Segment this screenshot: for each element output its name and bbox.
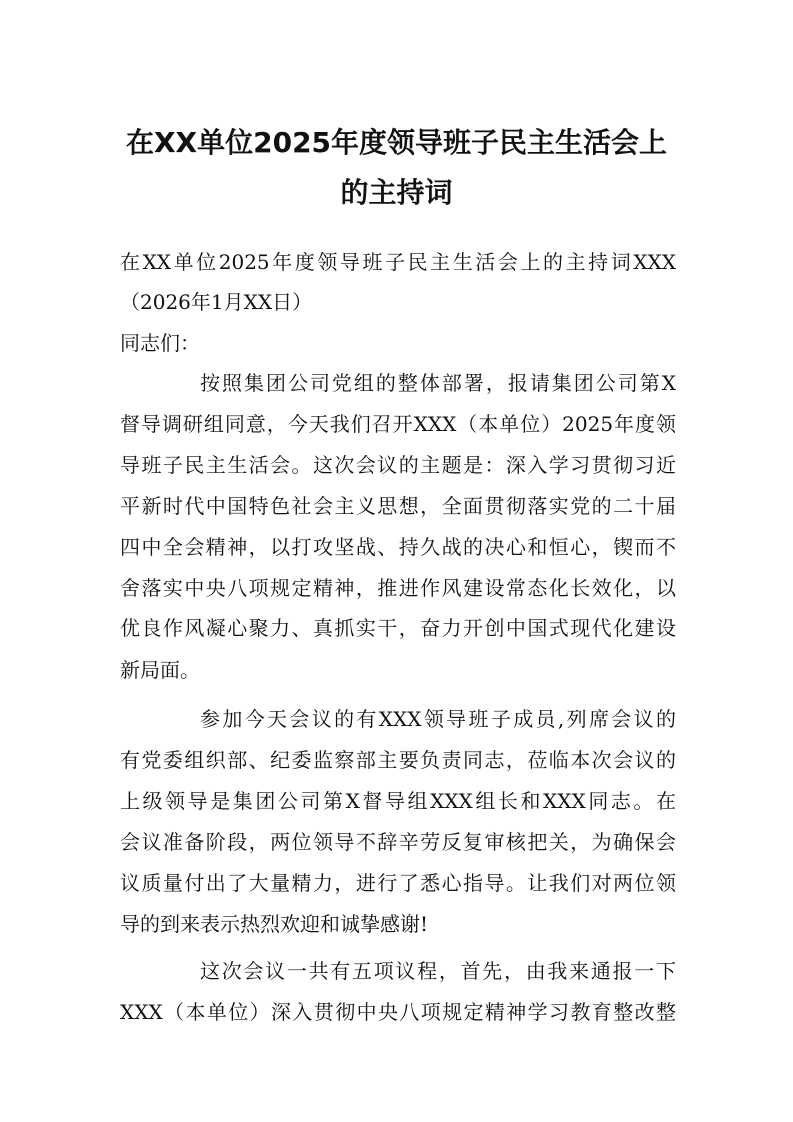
- subtitle-line: 在XX单位2025年度领导班子民主生活会上的主持词XXX: [120, 250, 676, 274]
- paragraph-2-line: 议质量付出了大量精力，进行了悉心指导。让我们对两位领: [120, 871, 676, 895]
- paragraph-1-line: 按照集团公司党组的整体部署，报请集团公司第X: [200, 371, 676, 395]
- document-title-line-1: 在XX单位2025年度领导班子民主生活会上: [125, 126, 668, 159]
- paragraph-2-line: 有党委组织部、纪委监察部主要负责同志，莅临本次会议的: [120, 748, 676, 772]
- document-title-line-2: 的主持词: [340, 176, 453, 209]
- paragraph-1-line: 舍落实中央八项规定精神，推进作风建设常态化长效化，以: [120, 576, 676, 600]
- paragraph-1-line: 新局面。: [120, 658, 200, 682]
- paragraph-3-line: 这次会议一共有五项议程，首先，由我来通报一下: [200, 959, 676, 983]
- paragraph-3-line: XXX（本单位）深入贯彻中央八项规定精神学习教育整改整: [120, 1000, 676, 1024]
- paragraph-1-line: 优良作风凝心聚力、真抓实干，奋力开创中国式现代化建设: [120, 616, 676, 640]
- paragraph-2-line: 上级领导是集团公司第X督导组XXX组长和XXX同志。在: [120, 789, 676, 813]
- paragraph-2-line: 参加今天会议的有XXX领导班子成员,列席会议的: [200, 707, 676, 731]
- paragraph-2-line: 会议准备阶段，两位领导不辞辛劳反复审核把关，为确保会: [120, 830, 676, 854]
- date-line: （2026年1月XX日）: [120, 290, 313, 314]
- paragraph-1-line: 四中全会精神，以打攻坚战、持久战的决心和恒心，锲而不: [120, 535, 676, 559]
- paragraph-1-line: 导班子民主生活会。这次会议的主题是：深入学习贯彻习近: [120, 453, 676, 477]
- paragraph-1-line: 督导调研组同意，今天我们召开XXX（本单位）2025年度领: [120, 412, 676, 436]
- paragraph-1-line: 平新时代中国特色社会主义思想，全面贯彻落实党的二十届: [120, 494, 676, 518]
- paragraph-2-line: 导的到来表示热烈欢迎和诚挚感谢!: [120, 912, 429, 936]
- salutation: 同志们：: [120, 331, 200, 355]
